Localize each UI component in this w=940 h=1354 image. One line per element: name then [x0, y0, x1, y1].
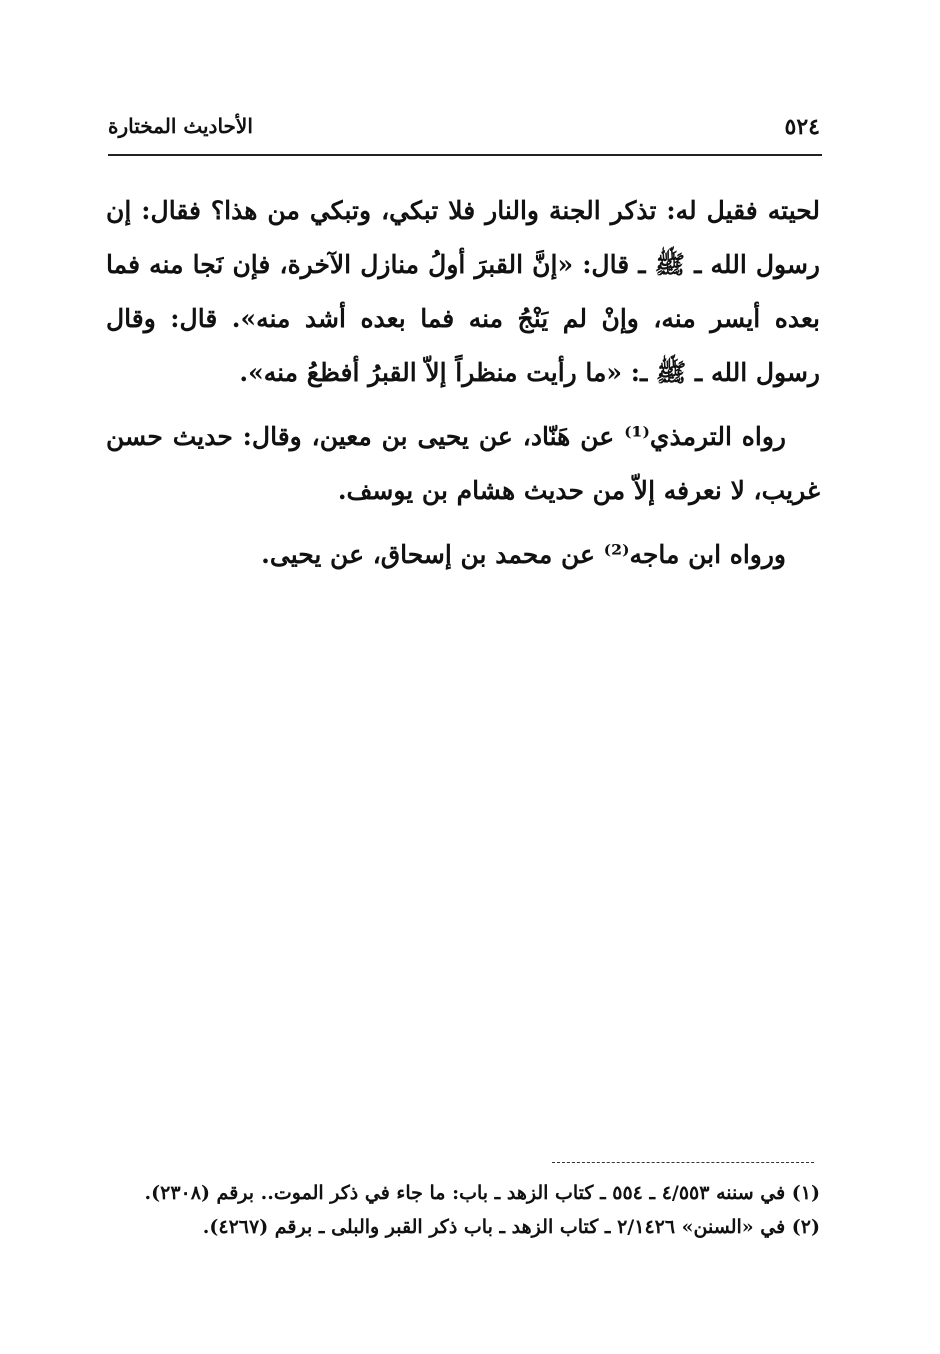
footnote-1: (١) في سننه ٤/٥٥٣ ـ ٥٥٤ ـ كتاب الزهد ـ باب: ما جاء في ذكر الموت.. برقم (٢٣٠٨).	[144, 1182, 820, 1204]
footnote-2: (٢) في «السنن» ٢/١٤٢٦ ـ كتاب الزهد ـ باب ذكر القبر والبلى ـ برقم (٤٢٦٧).	[202, 1216, 820, 1238]
footnotes	[106, 1176, 820, 1244]
paragraph-ibn-majah: ورواه ابن ماجه⁽²⁾ عن محمد بن إسحاق، عن يحيى.	[261, 540, 786, 569]
header-divider	[108, 154, 822, 156]
main-text	[106, 184, 820, 582]
page-number: ٥٢٤	[784, 114, 820, 140]
paragraph-tirmidhi: رواه الترمذي⁽¹⁾ عن هَنّاد، عن يحيى بن معين، وقال: حديث حسن غريب، لا نعرفه إلاّ من حديث هشام بن يوسف.	[106, 422, 820, 505]
footnote-divider	[552, 1162, 814, 1163]
book-title: الأحاديث المختارة	[108, 114, 253, 138]
running-header	[108, 108, 820, 144]
paragraph-hadith-text: لحيته فقيل له: تذكر الجنة والنار فلا تبكي، وتبكي من هذا؟ فقال: إن رسول الله ـ ﷺ ـ قال: «إنَّ القبرَ أولُ منازل الآخرة، فإن نَجا منه فما بعده أيسر منه، وإنْ لم يَنْجُ منه فما بعده أشد منه». قال: وقال رسول الله ـ ﷺ ـ: «ما رأيت منظراً إلاّ القبرُ أفظعُ منه».	[106, 196, 820, 387]
